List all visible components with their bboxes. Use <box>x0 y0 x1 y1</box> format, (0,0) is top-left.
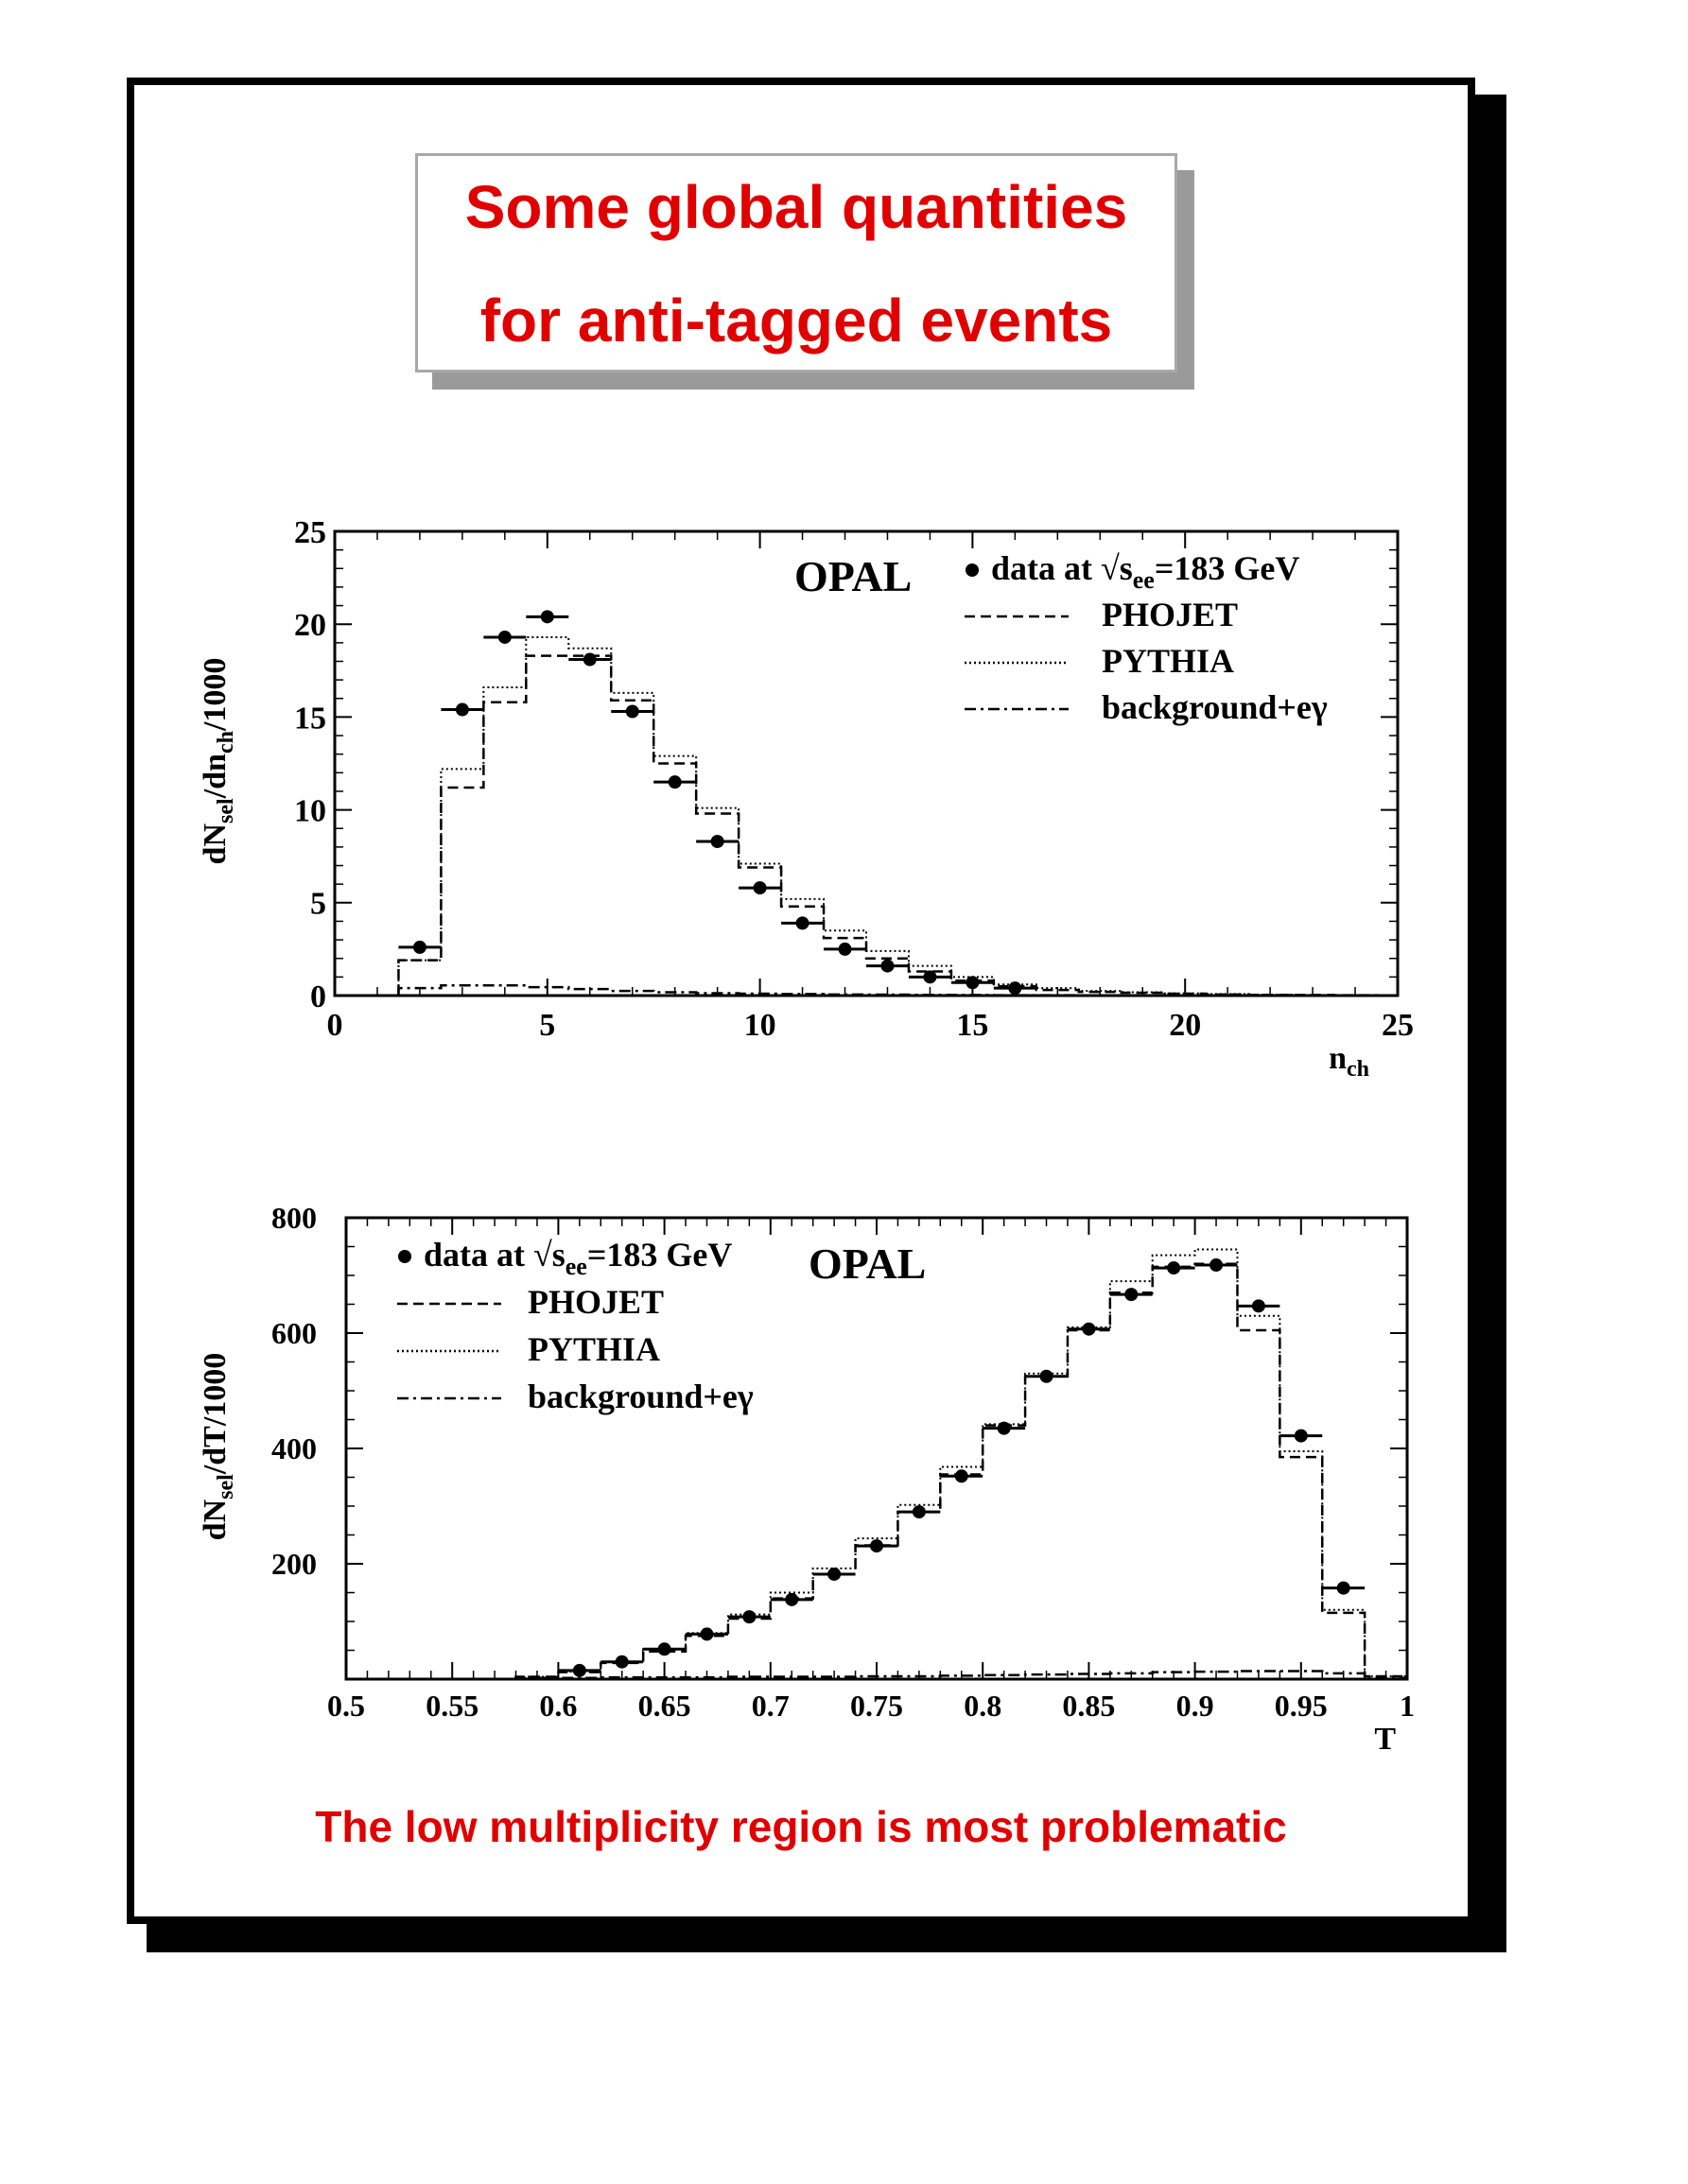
legend-label: PYTHIA <box>1102 642 1235 680</box>
experiment-label: OPAL <box>809 1239 927 1288</box>
slide-title-line-2: for anti-tagged events <box>479 286 1113 355</box>
y-tick-label: 25 <box>294 514 326 550</box>
x-tick-label: 0.65 <box>637 1689 691 1723</box>
legend-label <box>424 1236 732 1280</box>
legend-label: background+eγ <box>1102 688 1328 726</box>
x-tick-label: 5 <box>539 1008 556 1043</box>
y-tick-label: 800 <box>271 1201 317 1236</box>
x-axis-label-part: n <box>1329 1041 1347 1076</box>
legend-marker <box>398 1250 411 1263</box>
data-point <box>955 1469 968 1482</box>
legend-label-part: data at √s <box>424 1236 566 1274</box>
y-axis-label-part: dN <box>198 823 233 865</box>
x-tick-label: 0.6 <box>539 1689 578 1723</box>
slide-title-line-1: Some global quantities <box>464 173 1128 241</box>
x-tick-label: 0 <box>326 1008 343 1043</box>
x-tick-label: 0.8 <box>964 1689 1002 1723</box>
y-tick-label: 5 <box>310 886 326 922</box>
legend-label-part: data at √s <box>991 549 1133 587</box>
x-tick-label: 10 <box>743 1008 776 1043</box>
x-tick-label: 0.5 <box>327 1689 365 1723</box>
legend-label: background+eγ <box>528 1378 754 1415</box>
y-tick-label: 400 <box>271 1431 317 1466</box>
x-tick-label: 0.7 <box>751 1689 790 1723</box>
x-tick-label: 0.75 <box>850 1689 903 1723</box>
y-tick-label: 0 <box>310 979 326 1014</box>
data-point <box>700 1627 713 1640</box>
legend-label: PYTHIA <box>528 1330 661 1368</box>
x-axis-label-part: T <box>1374 1722 1396 1757</box>
y-axis-label-part: /dn <box>198 754 233 799</box>
y-axis-label <box>198 1353 238 1541</box>
data-point <box>658 1642 671 1655</box>
legend-label-part: =183 GeV <box>586 1236 733 1274</box>
x-tick-label: 25 <box>1382 1008 1414 1043</box>
y-tick-label: 15 <box>294 701 326 737</box>
experiment-label: OPAL <box>794 552 913 600</box>
x-tick-label: 15 <box>956 1008 989 1043</box>
data-point <box>742 1610 756 1623</box>
x-tick-label: 1 <box>1400 1689 1415 1723</box>
y-tick-label: 200 <box>271 1547 317 1582</box>
slide-footer-text: The low multiplicity region is most problematic <box>315 1802 1287 1851</box>
x-tick-label: 0.95 <box>1274 1689 1328 1723</box>
legend-label-part: =183 GeV <box>1154 549 1300 587</box>
y-axis-label-subscript: sel <box>214 798 238 823</box>
x-tick-label: 0.9 <box>1175 1689 1214 1723</box>
legend-label-subscript: ee <box>1132 566 1155 594</box>
y-axis-label-subscript: ch <box>214 731 238 754</box>
legend-label: PHOJET <box>528 1283 665 1321</box>
data-point <box>1337 1582 1350 1595</box>
x-axis-label <box>1374 1722 1396 1757</box>
y-axis-label-part: /dT/1000 <box>198 1352 233 1475</box>
x-tick-label: 0.85 <box>1062 1689 1116 1723</box>
x-axis-label-subscript: ch <box>1347 1057 1369 1082</box>
data-point <box>1124 1288 1138 1301</box>
y-axis-label-part: /1000 <box>198 657 233 732</box>
x-tick-label: 20 <box>1169 1008 1202 1043</box>
data-point <box>1252 1299 1265 1312</box>
data-point <box>573 1664 586 1677</box>
y-tick-label: 10 <box>294 793 326 829</box>
legend-label: PHOJET <box>1102 596 1239 633</box>
x-tick-label: 0.55 <box>426 1689 479 1723</box>
y-axis-label-part: dN <box>198 1499 233 1541</box>
y-tick-label: 600 <box>271 1316 317 1351</box>
y-tick-label: 20 <box>294 608 326 644</box>
data-point <box>1295 1430 1308 1443</box>
legend-label-subscript: ee <box>565 1253 587 1280</box>
y-axis-label-subscript: sel <box>214 1474 238 1499</box>
